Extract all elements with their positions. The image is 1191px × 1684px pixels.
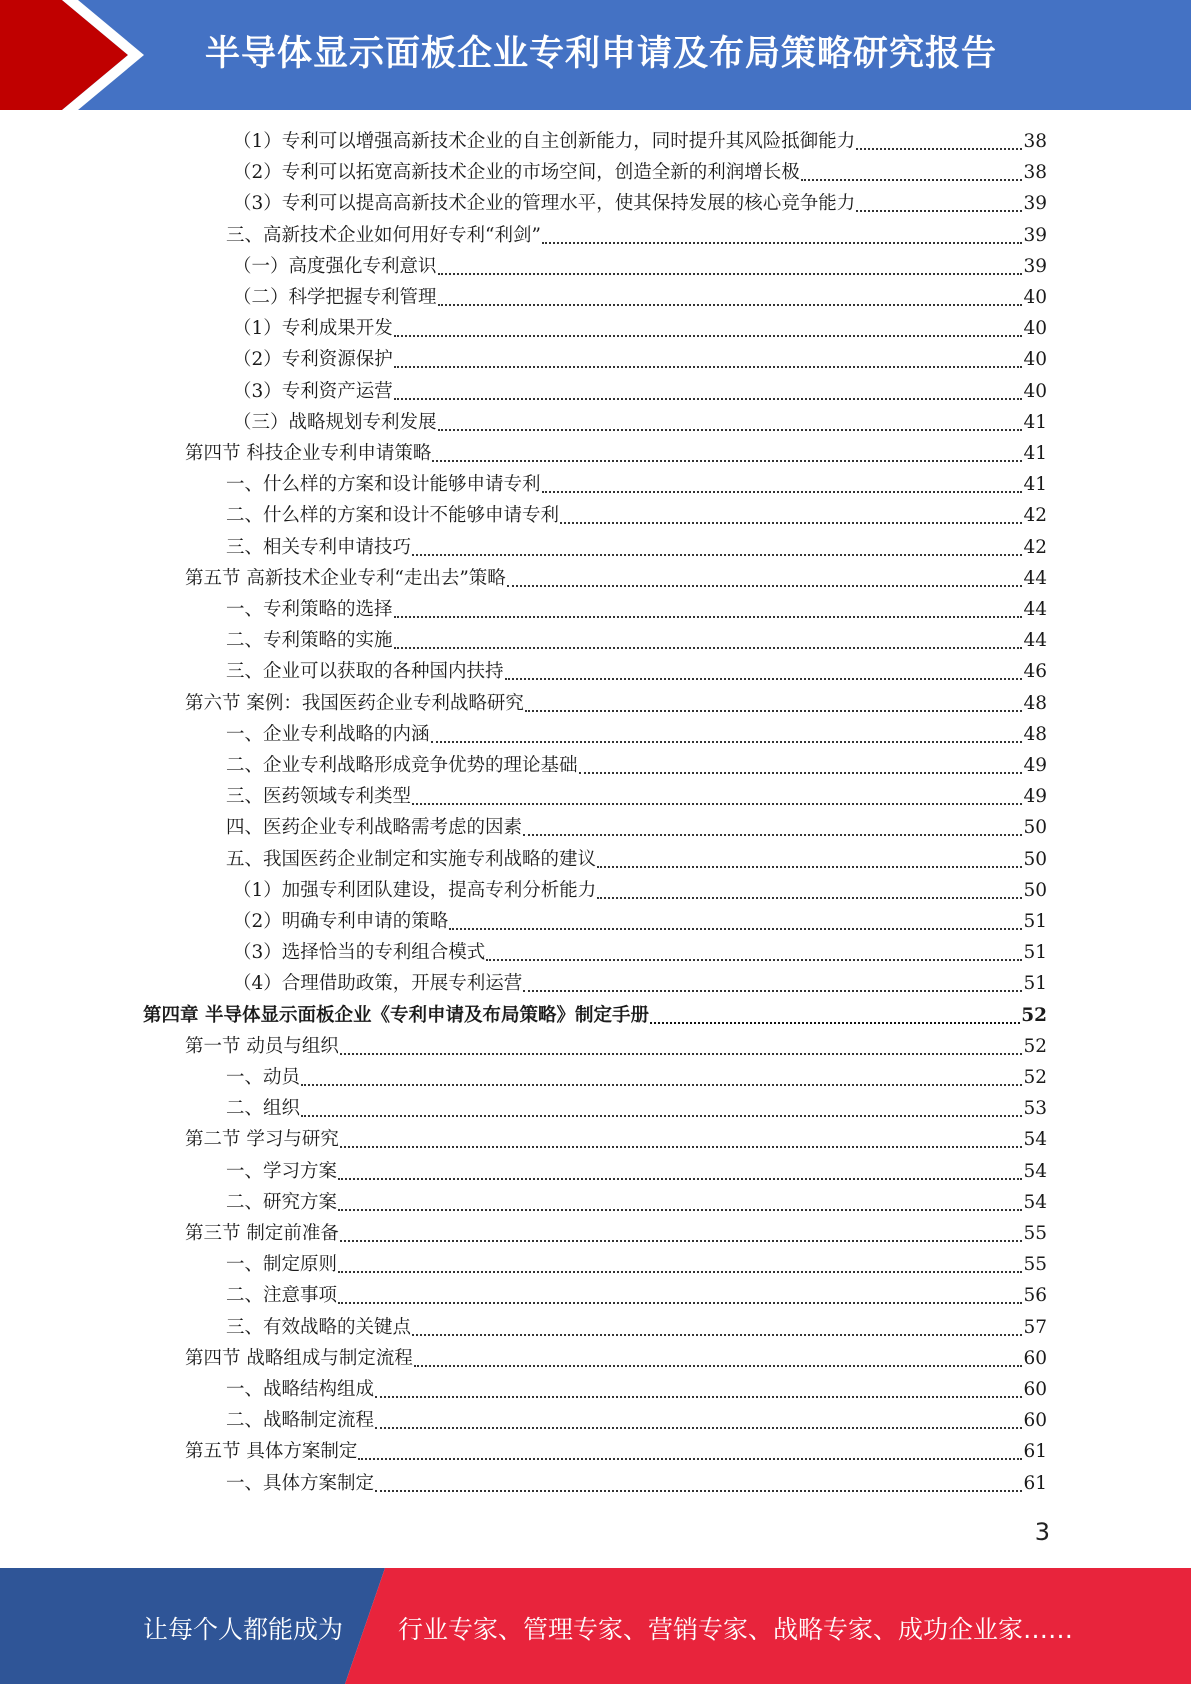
toc-dot-leader	[650, 1022, 1020, 1024]
toc-dot-leader	[449, 928, 1022, 930]
toc-entry-page: 44	[1023, 630, 1047, 652]
toc-entry-page: 50	[1023, 848, 1047, 870]
toc-subsection-entry[interactable]	[233, 313, 1047, 344]
toc-section-entry[interactable]	[185, 1218, 1047, 1249]
toc-entry-page: 42	[1023, 536, 1047, 558]
toc-dot-leader	[507, 585, 1023, 587]
toc-subsection-entry[interactable]	[226, 1468, 1047, 1499]
toc-dot-leader	[340, 1146, 1023, 1148]
toc-subsection-entry[interactable]	[226, 625, 1047, 656]
toc-entry-page: 40	[1023, 380, 1047, 402]
toc-section-entry[interactable]	[185, 1436, 1047, 1467]
toc-entry-page: 52	[1021, 1004, 1047, 1026]
toc-entry-page: 60	[1023, 1379, 1047, 1400]
toc-entry-title: （4）合理借助政策，开展专利运营	[233, 973, 523, 995]
toc-entry-title: （一）高度强化专利意识	[233, 255, 437, 277]
toc-entry-page: 38	[1023, 162, 1047, 184]
toc-entry-page: 48	[1023, 692, 1047, 714]
toc-entry-title: （3）选择恰当的专利组合模式	[233, 942, 486, 964]
toc-dot-leader	[394, 616, 1023, 618]
toc-entry-title: （2）专利资源保护	[233, 349, 393, 371]
toc-dot-leader	[486, 959, 1022, 961]
toc-entry-page: 42	[1023, 505, 1047, 527]
toc-entry-page: 54	[1023, 1191, 1047, 1213]
toc-dot-leader	[523, 990, 1022, 992]
toc-entry-page: 51	[1023, 911, 1047, 932]
toc-dot-leader	[412, 554, 1022, 556]
toc-entry-title: （2）专利可以拓宽高新技术企业的市场空间，创造全新的利润增长极	[233, 162, 800, 184]
toc-subsection-entry[interactable]	[226, 1249, 1047, 1280]
toc-entry-title: 一、企业专利战略的内涵	[226, 723, 430, 745]
toc-entry-page: 41	[1023, 443, 1047, 464]
toc-entry-page: 51	[1023, 942, 1047, 964]
toc-dot-leader	[394, 335, 1023, 337]
toc-entry-page: 38	[1023, 131, 1047, 152]
toc-entry-title: 三、高新技术企业如何用好专利“利剑”	[226, 224, 541, 246]
toc-subsection-entry[interactable]	[226, 1156, 1047, 1187]
toc-entry-page: 50	[1023, 879, 1047, 901]
toc-entry-title: （1）专利可以增强高新技术企业的自主创新能力，同时提升其风险抵御能力	[233, 131, 856, 152]
toc-chapter-entry[interactable]	[143, 1000, 1047, 1031]
toc-entry-title: （二）科学把握专利管理	[233, 287, 437, 308]
toc-section-entry[interactable]	[185, 563, 1047, 594]
toc-subsection-entry[interactable]	[233, 407, 1047, 438]
toc-subsection-entry[interactable]	[233, 188, 1047, 219]
toc-section-entry[interactable]	[185, 1124, 1047, 1155]
toc-entry-page: 50	[1023, 817, 1047, 839]
toc-dot-leader	[523, 834, 1022, 836]
toc-entry-page: 40	[1023, 318, 1047, 340]
toc-entry-title: 一、什么样的方案和设计能够申请专利	[226, 474, 541, 496]
toc-entry-page: 44	[1023, 599, 1047, 620]
toc-entry-page: 46	[1023, 661, 1047, 683]
toc-entry-page: 56	[1023, 1285, 1047, 1307]
toc-entry-page: 39	[1023, 255, 1047, 277]
toc-entry-title: （3）专利可以提高高新技术企业的管理水平，使其保持发展的核心竞争能力	[233, 193, 856, 215]
toc-entry-title: 二、注意事项	[226, 1285, 338, 1307]
toc-entry-page: 61	[1023, 1441, 1047, 1463]
toc-entry-title: 四、医药企业专利战略需考虑的因素	[226, 817, 523, 839]
toc-section-entry[interactable]	[185, 438, 1047, 469]
toc-dot-leader	[597, 897, 1022, 899]
toc-entry-page: 54	[1023, 1160, 1047, 1182]
toc-entry-title: 第二节 学习与研究	[185, 1129, 339, 1151]
toc-subsection-entry[interactable]	[226, 1187, 1047, 1218]
toc-entry-page: 44	[1023, 567, 1047, 589]
footer-slogan-right: 行业专家、管理专家、营销专家、战略专家、成功企业家……	[398, 1615, 1074, 1644]
toc-dot-leader	[338, 1209, 1022, 1211]
toc-dot-leader	[438, 304, 1023, 306]
toc-dot-leader	[340, 1053, 1023, 1055]
toc-subsection-entry[interactable]	[226, 532, 1047, 563]
toc-dot-leader	[338, 1178, 1022, 1180]
toc-subsection-entry[interactable]	[226, 1062, 1047, 1093]
toc-dot-leader	[505, 678, 1023, 680]
toc-subsection-entry[interactable]	[226, 1312, 1047, 1343]
toc-subsection-entry[interactable]	[233, 906, 1047, 937]
toc-dot-leader	[597, 866, 1022, 868]
toc-entry-page: 53	[1023, 1098, 1047, 1120]
toc-dot-leader	[856, 210, 1022, 212]
toc-entry-title: 五、我国医药企业制定和实施专利战略的建议	[226, 848, 597, 870]
toc-dot-leader	[301, 1084, 1022, 1086]
toc-entry-page: 49	[1023, 786, 1047, 808]
toc-subsection-entry[interactable]	[226, 844, 1047, 875]
toc-dot-leader	[525, 710, 1023, 712]
toc-entry-title: （1）专利成果开发	[233, 318, 393, 340]
page-header	[0, 0, 1191, 110]
toc-entry-title: 一、学习方案	[226, 1160, 338, 1182]
toc-entry-title: 二、企业专利战略形成竞争优势的理论基础	[226, 755, 578, 776]
toc-section-entry[interactable]	[185, 1343, 1047, 1374]
toc-entry-page: 49	[1023, 755, 1047, 776]
toc-dot-leader	[438, 273, 1023, 275]
toc-subsection-entry[interactable]	[233, 376, 1047, 407]
toc-dot-leader	[579, 772, 1023, 774]
toc-subsection-entry[interactable]	[226, 220, 1047, 251]
toc-entry-title: 一、制定原则	[226, 1254, 338, 1276]
toc-subsection-entry[interactable]	[226, 812, 1047, 843]
toc-dot-leader	[431, 741, 1023, 743]
toc-entry-title: 一、动员	[226, 1067, 301, 1088]
toc-entry-title: （1）加强专利团队建设，提高专利分析能力	[233, 879, 597, 901]
toc-subsection-entry[interactable]	[233, 251, 1047, 282]
toc-dot-leader	[375, 1427, 1022, 1429]
toc-dot-leader	[394, 366, 1023, 368]
toc-entry-page: 40	[1023, 287, 1047, 308]
toc-subsection-entry[interactable]	[233, 157, 1047, 188]
toc-entry-page: 39	[1023, 224, 1047, 246]
toc-entry-title: （2）明确专利申请的策略	[233, 911, 449, 932]
toc-dot-leader	[301, 1115, 1022, 1117]
toc-subsection-entry[interactable]	[226, 750, 1047, 781]
toc-subsection-entry[interactable]	[233, 126, 1047, 157]
toc-dot-leader	[338, 1302, 1022, 1304]
toc-subsection-entry[interactable]	[233, 937, 1047, 968]
toc-entry-title: 二、组织	[226, 1098, 301, 1120]
toc-entry-title: （三）战略规划专利发展	[233, 411, 437, 433]
toc-dot-leader	[432, 460, 1022, 462]
toc-subsection-entry[interactable]	[233, 344, 1047, 375]
toc-subsection-entry[interactable]	[226, 1280, 1047, 1311]
toc-entry-title: 一、战略结构组成	[226, 1379, 375, 1400]
toc-dot-leader	[375, 1490, 1022, 1492]
toc-entry-title: 三、有效战略的关键点	[226, 1316, 412, 1338]
report-title: 半导体显示面板企业专利申请及布局策略研究报告	[205, 34, 998, 74]
toc-entry-title: 第四节 科技企业专利申请策略	[185, 443, 432, 464]
toc-entry-title: 三、医药领域专利类型	[226, 786, 412, 808]
toc-dot-leader	[412, 803, 1022, 805]
toc-subsection-entry[interactable]	[233, 875, 1047, 906]
toc-entry-title: 二、什么样的方案和设计不能够申请专利	[226, 505, 560, 527]
toc-subsection-entry[interactable]	[226, 781, 1047, 812]
toc-entry-title: 第四节 战略组成与制定流程	[185, 1347, 413, 1369]
toc-entry-page: 60	[1023, 1347, 1047, 1369]
toc-entry-page: 41	[1023, 474, 1047, 496]
toc-entry-title: 三、企业可以获取的各种国内扶持	[226, 661, 504, 683]
toc-dot-leader	[338, 1271, 1022, 1273]
toc-entry-page: 55	[1023, 1223, 1047, 1244]
toc-dot-leader	[340, 1240, 1023, 1242]
toc-entry-title: 二、专利策略的实施	[226, 630, 393, 652]
toc-dot-leader	[394, 398, 1023, 400]
toc-entry-title: 第六节 案例：我国医药企业专利战略研究	[185, 692, 524, 714]
toc-dot-leader	[542, 242, 1023, 244]
toc-subsection-entry[interactable]	[226, 1374, 1047, 1405]
toc-entry-title: 二、研究方案	[226, 1191, 338, 1213]
toc-entry-page: 60	[1023, 1410, 1047, 1432]
toc-entry-title: 二、战略制定流程	[226, 1410, 375, 1432]
toc-dot-leader	[394, 647, 1023, 649]
toc-dot-leader	[414, 1365, 1023, 1367]
toc-subsection-entry[interactable]	[233, 968, 1047, 999]
toc-dot-leader	[542, 491, 1023, 493]
toc-dot-leader	[801, 179, 1023, 181]
toc-section-entry[interactable]	[185, 688, 1047, 719]
toc-dot-leader	[358, 1458, 1022, 1460]
toc-dot-leader	[560, 522, 1022, 524]
toc-subsection-entry[interactable]	[226, 719, 1047, 750]
toc-entry-title: 一、专利策略的选择	[226, 599, 393, 620]
toc-dot-leader	[375, 1396, 1022, 1398]
header-arrow-decoration	[0, 0, 160, 110]
toc-entry-title: 第一节 动员与组织	[185, 1035, 339, 1057]
toc-entry-title: （3）专利资产运营	[233, 380, 393, 402]
toc-entry-page: 52	[1023, 1035, 1047, 1057]
toc-dot-leader	[856, 148, 1022, 150]
toc-entry-title: 三、相关专利申请技巧	[226, 536, 412, 558]
toc-subsection-entry[interactable]	[226, 656, 1047, 687]
toc-entry-page: 55	[1023, 1254, 1047, 1276]
toc-subsection-entry[interactable]	[226, 500, 1047, 531]
toc-subsection-entry[interactable]	[226, 594, 1047, 625]
toc-entry-page: 41	[1023, 411, 1047, 433]
toc-entry-page: 57	[1023, 1316, 1047, 1338]
toc-dot-leader	[438, 429, 1023, 431]
toc-entry-page: 54	[1023, 1129, 1047, 1151]
page-number: 3	[1034, 1518, 1050, 1546]
toc-entry-page: 48	[1023, 723, 1047, 745]
toc-section-entry[interactable]	[185, 1031, 1047, 1062]
page-footer	[0, 1568, 1191, 1684]
footer-slogan-left: 让每个人都能成为	[143, 1615, 344, 1644]
toc-dot-leader	[412, 1334, 1022, 1336]
toc-entry-page: 39	[1023, 193, 1047, 215]
toc-entry-page: 52	[1023, 1067, 1047, 1088]
toc-entry-title: 第三节 制定前准备	[185, 1223, 339, 1244]
toc-entry-title: 一、具体方案制定	[226, 1472, 375, 1494]
toc-subsection-entry[interactable]	[226, 1405, 1047, 1436]
toc-subsection-entry[interactable]	[233, 282, 1047, 313]
toc-subsection-entry[interactable]	[226, 469, 1047, 500]
toc-entry-title: 第五节 具体方案制定	[185, 1441, 358, 1463]
toc-subsection-entry[interactable]	[226, 1093, 1047, 1124]
toc-entry-page: 40	[1023, 349, 1047, 371]
toc-entry-title: 第五节 高新技术企业专利“走出去”策略	[185, 567, 506, 589]
toc-entry-page: 61	[1023, 1472, 1047, 1494]
toc-entry-title: 第四章 半导体显示面板企业《专利申请及布局策略》制定手册	[143, 1004, 649, 1026]
toc-entry-page: 51	[1023, 973, 1047, 995]
